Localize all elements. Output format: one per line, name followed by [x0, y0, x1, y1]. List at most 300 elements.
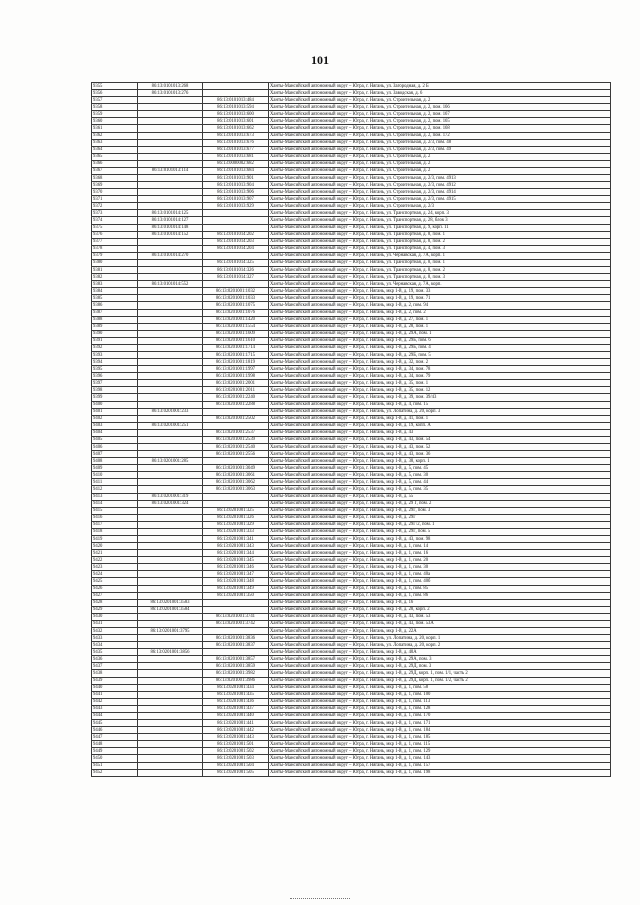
land-parcel-cadastral-number-cell: 86:13:0201001:3795 — [138, 628, 203, 635]
address-cell: Ханты-Мансийский автономный округ – Югра, г. Нягань, ул. Строительная, д. 2/3, пом. 49 — [269, 146, 611, 153]
land-parcel-cadastral-number-cell: 86:13:0101014:125 — [138, 210, 203, 217]
row-number-cell: 9399 — [92, 394, 138, 401]
register-table — [91, 82, 611, 777]
row-number-cell: 9391 — [92, 337, 138, 344]
land-parcel-cadastral-number-cell: 86:13:0201001:251 — [138, 422, 203, 429]
table-row — [92, 366, 611, 373]
object-cadastral-number-cell: 86:13:0201001:3836 — [203, 635, 269, 642]
object-cadastral-number-cell: 86:13:0201001:3049 — [203, 465, 269, 472]
row-number-cell: 9448 — [92, 741, 138, 748]
row-number-cell: 9427 — [92, 592, 138, 599]
object-cadastral-number-cell — [203, 599, 269, 606]
row-number-cell: 9423 — [92, 564, 138, 571]
row-number-cell: 9450 — [92, 755, 138, 762]
address-cell: Ханты-Мансийский автономный округ – Югра, г. Нягань, мкр 1-й, д. 34, пом. 78 — [269, 366, 611, 373]
row-number-cell: 9378 — [92, 245, 138, 252]
land-parcel-cadastral-number-cell — [138, 712, 203, 719]
address-cell: Ханты-Мансийский автономный округ – Югра, г. Нягань, ул. Транспортная, д. 8, пом. 3 — [269, 274, 611, 281]
land-parcel-cadastral-number-cell — [138, 536, 203, 543]
address-cell: Ханты-Мансийский автономный округ – Югра, г. Нягань, мкр 1-й, д. 43, пом. 98 — [269, 536, 611, 543]
row-number-cell: 9388 — [92, 316, 138, 323]
land-parcel-cadastral-number-cell — [138, 613, 203, 620]
land-parcel-cadastral-number-cell — [138, 486, 203, 493]
land-parcel-cadastral-number-cell — [138, 288, 203, 295]
object-cadastral-number-cell: 86:13:0101014:203 — [203, 238, 269, 245]
table-row — [92, 741, 611, 748]
address-cell: Ханты-Мансийский автономный округ – Югра, г. Нягань, мкр 1-й, д. 2, пом. 2 — [269, 309, 611, 316]
table-row — [92, 613, 611, 620]
address-cell: Ханты-Мансийский автономный округ – Югра, г. Нягань, мкр 1-й, д. 1, пом. 58 — [269, 684, 611, 691]
object-cadastral-number-cell: 86:13:0201001:325 — [203, 507, 269, 514]
table-row — [92, 160, 611, 167]
address-cell: Ханты-Мансийский автономный округ – Югра, г. Нягань, мкр 1-й, д. 28, корп. 2 — [269, 606, 611, 613]
row-number-cell: 9430 — [92, 613, 138, 620]
address-cell: Ханты-Мансийский автономный округ – Югра, г. Нягань, мкр 1-й, д. 1, пом. 128 — [269, 705, 611, 712]
table-row — [92, 267, 611, 274]
row-number-cell: 9376 — [92, 231, 138, 238]
object-cadastral-number-cell: 86:13:0201001:2540 — [203, 443, 269, 450]
object-cadastral-number-cell: 86:13:0201001:504 — [203, 762, 269, 769]
address-cell: Ханты-Мансийский автономный округ – Югра, г. Нягань, мкр 1-й, д. 43, пом. 36 — [269, 451, 611, 458]
row-number-cell: 9385 — [92, 295, 138, 302]
row-number-cell: 9394 — [92, 359, 138, 366]
object-cadastral-number-cell: 86:13:0201001:1032 — [203, 288, 269, 295]
table-row — [92, 620, 611, 627]
object-cadastral-number-cell: 86:13:0201001:1997 — [203, 366, 269, 373]
table-row — [92, 401, 611, 408]
object-cadastral-number-cell: 86:13:0101013:662 — [203, 125, 269, 132]
land-parcel-cadastral-number-cell — [138, 564, 203, 571]
object-cadastral-number-cell: 86:13:0201001:441 — [203, 720, 269, 727]
row-number-cell: 9390 — [92, 330, 138, 337]
land-parcel-cadastral-number-cell: 86:13:0201001:285 — [138, 458, 203, 465]
object-cadastral-number-cell — [203, 649, 269, 656]
land-parcel-cadastral-number-cell — [138, 443, 203, 450]
table-row — [92, 720, 611, 727]
row-number-cell: 9431 — [92, 620, 138, 627]
object-cadastral-number-cell: 86:13:0201001:3063 — [203, 486, 269, 493]
object-cadastral-number-cell: 86:13:0201001:2288 — [203, 401, 269, 408]
object-cadastral-number-cell — [203, 90, 269, 97]
object-cadastral-number-cell: 86:13:0201001:3857 — [203, 656, 269, 663]
land-parcel-cadastral-number-cell — [138, 104, 203, 111]
object-cadastral-number-cell: 86:13:0201001:345 — [203, 557, 269, 564]
address-cell: Ханты-Мансийский автономный округ – Югра, г. Нягань, ул. Строительная, д. 2 — [269, 97, 611, 104]
address-cell: Ханты-Мансийский автономный округ – Югра, г. Нягань, ул. Строительная, д. 2 — [269, 153, 611, 160]
address-cell: Ханты-Мансийский автономный округ – Югра, г. Нягань, мкр 1-й, д. 38, корп. 1 — [269, 458, 611, 465]
row-number-cell: 9402 — [92, 415, 138, 422]
object-cadastral-number-cell: 86:13:0201001:329 — [203, 521, 269, 528]
land-parcel-cadastral-number-cell — [138, 182, 203, 189]
table-row — [92, 281, 611, 288]
object-cadastral-number-cell: 86:13:0101013:907 — [203, 196, 269, 203]
object-cadastral-number-cell — [203, 252, 269, 259]
table-row — [92, 762, 611, 769]
row-number-cell: 9441 — [92, 691, 138, 698]
object-cadastral-number-cell: 86:13:0201001:348 — [203, 578, 269, 585]
address-cell: Ханты-Мансийский автономный округ – Югра, г. Нягань, ул. Строительная, д. 2, пом. 165 — [269, 118, 611, 125]
row-number-cell: 9447 — [92, 734, 138, 741]
land-parcel-cadastral-number-cell — [138, 203, 203, 210]
object-cadastral-number-cell: 86:13:0201001:2011 — [203, 387, 269, 394]
address-cell: Ханты-Мансийский автономный округ – Югра, г. Нягань, мкр 1-й, д. 43, пом. 52 — [269, 443, 611, 450]
land-parcel-cadastral-number-cell — [138, 139, 203, 146]
object-cadastral-number-cell: 86:13:0201001:440 — [203, 712, 269, 719]
object-cadastral-number-cell: 86:13:0201001:1033 — [203, 295, 269, 302]
land-parcel-cadastral-number-cell — [138, 146, 203, 153]
address-cell: Ханты-Мансийский автономный округ – Югра, г. Нягань, ул. Строительная, д. 2 — [269, 160, 611, 167]
table-row — [92, 323, 611, 330]
address-cell: Ханты-Мансийский автономный округ – Югра, г. Нягань, мкр 1-й, д. 1, пом. 20 — [269, 557, 611, 564]
object-cadastral-number-cell: 86:13:0201001:326 — [203, 514, 269, 521]
table-row — [92, 592, 611, 599]
table-row — [92, 344, 611, 351]
address-cell: Ханты-Мансийский автономный округ – Югра, г. Нягань, мкр 1-й, д. 1, пом. 30 — [269, 564, 611, 571]
address-cell: Ханты-Мансийский автономный округ – Югра, г. Нягань, мкр 1-й, д. 22А — [269, 628, 611, 635]
row-number-cell: 9382 — [92, 274, 138, 281]
address-cell: Ханты-Мансийский автономный округ – Югра, г. Нягань, ул. Транспортная, д. 9, корп. 11 — [269, 224, 611, 231]
object-cadastral-number-cell: 86:13:0201001:2556 — [203, 451, 269, 458]
object-cadastral-number-cell: 86:13:0201001:2537 — [203, 429, 269, 436]
row-number-cell: 9429 — [92, 606, 138, 613]
row-number-cell: 9401 — [92, 408, 138, 415]
land-parcel-cadastral-number-cell: 86:13:0201001:3583 — [138, 599, 203, 606]
address-cell: Ханты-Мансийский автономный округ – Югра, г. Нягань, ул. Транспортная, д. 28, блок 3 — [269, 217, 611, 224]
row-number-cell: 9418 — [92, 528, 138, 535]
address-cell: Ханты-Мансийский автономный округ – Югра, г. Нягань, мкр 1-й, д. 39, пом. 39/43 — [269, 394, 611, 401]
table-row — [92, 309, 611, 316]
land-parcel-cadastral-number-cell — [138, 656, 203, 663]
row-number-cell: 9384 — [92, 288, 138, 295]
address-cell: Ханты-Мансийский автономный округ – Югра, г. Нягань, мкр 1-й, д. 29Д, корп. 1, пом. 1/1, часть 2 — [269, 670, 611, 677]
table-row — [92, 252, 611, 259]
land-parcel-cadastral-number-cell — [138, 160, 203, 167]
object-cadastral-number-cell — [203, 606, 269, 613]
object-cadastral-number-cell: 86:13:0201001:350 — [203, 592, 269, 599]
table-row — [92, 486, 611, 493]
table-row — [92, 224, 611, 231]
row-number-cell: 9375 — [92, 224, 138, 231]
row-number-cell: 9436 — [92, 656, 138, 663]
table-row — [92, 677, 611, 684]
address-cell: Ханты-Мансийский автономный округ – Югра, г. Нягань, мкр 1-й, д. 1, пом. 198 — [269, 769, 611, 776]
address-cell: Ханты-Мансийский автономный округ – Югра, г. Нягань, мкр 1-й, д. 16 — [269, 599, 611, 606]
land-parcel-cadastral-number-cell — [138, 571, 203, 578]
land-parcel-cadastral-number-cell — [138, 196, 203, 203]
object-cadastral-number-cell: 86:13:0201001:503 — [203, 755, 269, 762]
object-cadastral-number-cell: 86:13:0201001:341 — [203, 536, 269, 543]
address-cell: Ханты-Мансийский автономный округ – Югра, г. Нягань, ул. Строительная, д. 2/3, пом. 4915 — [269, 196, 611, 203]
row-number-cell: 9362 — [92, 132, 138, 139]
land-parcel-cadastral-number-cell — [138, 436, 203, 443]
object-cadastral-number-cell — [203, 83, 269, 90]
row-number-cell: 9439 — [92, 677, 138, 684]
object-cadastral-number-cell: 86:13:0201001:3982 — [203, 670, 269, 677]
row-number-cell: 9367 — [92, 167, 138, 174]
object-cadastral-number-cell: 86:13:0201001:442 — [203, 727, 269, 734]
table-row — [92, 451, 611, 458]
table-row — [92, 705, 611, 712]
table-row — [92, 649, 611, 656]
row-number-cell: 9412 — [92, 486, 138, 493]
object-cadastral-number-cell: 86:13:0201001:1554 — [203, 323, 269, 330]
table-row — [92, 373, 611, 380]
table-row — [92, 189, 611, 196]
land-parcel-cadastral-number-cell — [138, 189, 203, 196]
object-cadastral-number-cell: 86:13:0201001:2539 — [203, 436, 269, 443]
object-cadastral-number-cell: 86:13:0000002:682 — [203, 160, 269, 167]
table-row — [92, 302, 611, 309]
row-number-cell: 9372 — [92, 203, 138, 210]
object-cadastral-number-cell — [203, 628, 269, 635]
land-parcel-cadastral-number-cell — [138, 132, 203, 139]
address-cell: Ханты-Мансийский автономный округ – Югра, г. Нягань, мкр 1-й, д. 19, копп. А — [269, 422, 611, 429]
table-row — [92, 359, 611, 366]
table-row — [92, 351, 611, 358]
row-number-cell: 9452 — [92, 769, 138, 776]
land-parcel-cadastral-number-cell — [138, 295, 203, 302]
land-parcel-cadastral-number-cell: 86:13:0101014:552 — [138, 281, 203, 288]
row-number-cell: 9449 — [92, 748, 138, 755]
row-number-cell: 9410 — [92, 472, 138, 479]
row-number-cell: 9437 — [92, 663, 138, 670]
address-cell: Ханты-Мансийский автономный округ – Югра, г. Нягань, ул. Строительная, д. 2/3, пом. 4913 — [269, 175, 611, 182]
table-row — [92, 330, 611, 337]
address-cell: Ханты-Мансийский автономный округ – Югра, г. Нягань, мкр 1-й, д. 34, пом. 79 — [269, 373, 611, 380]
address-cell: Ханты-Мансийский автономный округ – Югра, г. Нягань, мкр 1-й, д. 1, пом. 40б — [269, 578, 611, 585]
object-cadastral-number-cell: 86:13:0201001:349 — [203, 585, 269, 592]
land-parcel-cadastral-number-cell — [138, 677, 203, 684]
address-cell: Ханты-Мансийский автономный округ – Югра, г. Нягань, мкр 1-й, д. 5, пом. 45 — [269, 465, 611, 472]
land-parcel-cadastral-number-cell — [138, 153, 203, 160]
land-parcel-cadastral-number-cell — [138, 316, 203, 323]
row-number-cell: 9425 — [92, 578, 138, 585]
object-cadastral-number-cell — [203, 210, 269, 217]
row-number-cell: 9414 — [92, 500, 138, 507]
land-parcel-cadastral-number-cell — [138, 373, 203, 380]
table-row — [92, 429, 611, 436]
table-row — [92, 153, 611, 160]
land-parcel-cadastral-number-cell — [138, 635, 203, 642]
row-number-cell: 9396 — [92, 373, 138, 380]
table-row — [92, 536, 611, 543]
row-number-cell: 9380 — [92, 259, 138, 266]
address-cell: Ханты-Мансийский автономный округ – Югра, г. Нягань, ул. Лопатина, д. 20, корп. 1 — [269, 635, 611, 642]
address-cell: Ханты-Мансийский автономный округ – Югра, г. Нягань, мкр 1-й, д. 29Г — [269, 514, 611, 521]
row-number-cell: 9379 — [92, 252, 138, 259]
table-row — [92, 663, 611, 670]
address-cell: Ханты-Мансийский автономный округ – Югра, г. Нягань, мкр 1-й, д. 29Г/2, пом. 1 — [269, 521, 611, 528]
object-cadastral-number-cell: 86:13:0201001:1420 — [203, 316, 269, 323]
land-parcel-cadastral-number-cell — [138, 514, 203, 521]
land-parcel-cadastral-number-cell: 86:13:0201001:233 — [138, 408, 203, 415]
land-parcel-cadastral-number-cell — [138, 663, 203, 670]
address-cell: Ханты-Мансийский автономный округ – Югра, г. Нягань, мкр 1-й, д. 4, пом. 15 — [269, 401, 611, 408]
row-number-cell: 9443 — [92, 705, 138, 712]
table-row — [92, 493, 611, 500]
address-cell: Ханты-Мансийский автономный округ – Югра, г. Нягань, ул. Лопатина, д. 20, корп. 3 — [269, 408, 611, 415]
land-parcel-cadastral-number-cell — [138, 557, 203, 564]
address-cell: Ханты-Мансийский автономный округ – Югра, г. Нягань, мкр 1-й, д. 43, пом. 53А — [269, 620, 611, 627]
land-parcel-cadastral-number-cell: 86:13:0201001:3584 — [138, 606, 203, 613]
table-row — [92, 104, 611, 111]
row-number-cell: 9416 — [92, 514, 138, 521]
table-row — [92, 500, 611, 507]
object-cadastral-number-cell: 86:13:0101013:676 — [203, 139, 269, 146]
table-row — [92, 599, 611, 606]
object-cadastral-number-cell — [203, 422, 269, 429]
address-cell: Ханты-Мансийский автономный округ – Югра, г. Нягань, мкр 1-й, д. 28, пом. 1 — [269, 323, 611, 330]
row-number-cell: 9356 — [92, 90, 138, 97]
land-parcel-cadastral-number-cell: 86:13:0101013:114 — [138, 167, 203, 174]
object-cadastral-number-cell: 86:13:0201001:1609 — [203, 330, 269, 337]
object-cadastral-number-cell: 86:13:0201001:343 — [203, 543, 269, 550]
table-row — [92, 90, 611, 97]
row-number-cell: 9365 — [92, 153, 138, 160]
land-parcel-cadastral-number-cell — [138, 380, 203, 387]
row-number-cell: 9377 — [92, 238, 138, 245]
row-number-cell: 9421 — [92, 550, 138, 557]
row-number-cell: 9444 — [92, 712, 138, 719]
row-number-cell: 9364 — [92, 146, 138, 153]
row-number-cell: 9371 — [92, 196, 138, 203]
table-row — [92, 698, 611, 705]
table-row — [92, 146, 611, 153]
land-parcel-cadastral-number-cell — [138, 323, 203, 330]
row-number-cell: 9411 — [92, 479, 138, 486]
land-parcel-cadastral-number-cell — [138, 592, 203, 599]
land-parcel-cadastral-number-cell — [138, 642, 203, 649]
table-row — [92, 734, 611, 741]
land-parcel-cadastral-number-cell: 86:13:0101014:148 — [138, 224, 203, 231]
address-cell: Ханты-Мансийский автономный округ – Югра, г. Нягань, мкр 1-й, д. 29Д, пом. 3 — [269, 663, 611, 670]
object-cadastral-number-cell: 86:13:0201001:1075 — [203, 302, 269, 309]
object-cadastral-number-cell: 86:13:0101014:204 — [203, 245, 269, 252]
table-row — [92, 288, 611, 295]
object-cadastral-number-cell: 86:13:0101013:601 — [203, 118, 269, 125]
object-cadastral-number-cell — [203, 224, 269, 231]
land-parcel-cadastral-number-cell — [138, 507, 203, 514]
table-row — [92, 465, 611, 472]
land-parcel-cadastral-number-cell — [138, 727, 203, 734]
address-cell: Ханты-Мансийский автономный округ – Югра, г. Нягань, мкр 1-й, д. 29Д, корп. 1, пом. 1/2, часть 2 — [269, 677, 611, 684]
table-row — [92, 571, 611, 578]
object-cadastral-number-cell: 86:13:0101013:929 — [203, 203, 269, 210]
land-parcel-cadastral-number-cell — [138, 720, 203, 727]
land-parcel-cadastral-number-cell — [138, 238, 203, 245]
address-cell: Ханты-Мансийский автономный округ – Югра, г. Нягань, ул. Загородная, д. 2 Б — [269, 83, 611, 90]
object-cadastral-number-cell: 86:13:0201001:3986 — [203, 677, 269, 684]
table-row — [92, 337, 611, 344]
land-parcel-cadastral-number-cell — [138, 741, 203, 748]
address-cell: Ханты-Мансийский автономный округ – Югра, г. Нягань, мкр 1-й, д. 41, пом. 1 — [269, 415, 611, 422]
land-parcel-cadastral-number-cell — [138, 387, 203, 394]
row-number-cell: 9397 — [92, 380, 138, 387]
object-cadastral-number-cell: 86:13:0101013:484 — [203, 97, 269, 104]
land-parcel-cadastral-number-cell — [138, 125, 203, 132]
row-number-cell: 9446 — [92, 727, 138, 734]
land-parcel-cadastral-number-cell — [138, 344, 203, 351]
land-parcel-cadastral-number-cell: 86:13:0101014:270 — [138, 252, 203, 259]
table-row — [92, 628, 611, 635]
address-cell: Ханты-Мансийский автономный округ – Югра, г. Нягань, ул. Строительная, д. 2/3 — [269, 203, 611, 210]
row-number-cell: 9355 — [92, 83, 138, 90]
row-number-cell: 9426 — [92, 585, 138, 592]
land-parcel-cadastral-number-cell — [138, 111, 203, 118]
land-parcel-cadastral-number-cell — [138, 351, 203, 358]
address-cell: Ханты-Мансийский автономный округ – Югра, г. Нягань, мкр 1-й, д. 1, пом. 85 — [269, 585, 611, 592]
object-cadastral-number-cell: 86:13:0101013:600 — [203, 111, 269, 118]
row-number-cell: 9451 — [92, 762, 138, 769]
address-cell: Ханты-Мансийский автономный округ – Югра, г. Нягань, ул. Заводская, д. 6 — [269, 90, 611, 97]
land-parcel-cadastral-number-cell: 86:13:0201001:3856 — [138, 649, 203, 656]
row-number-cell: 9370 — [92, 189, 138, 196]
object-cadastral-number-cell: 86:13:0101014:325 — [203, 259, 269, 266]
scan-mark — [290, 898, 350, 901]
land-parcel-cadastral-number-cell — [138, 550, 203, 557]
row-number-cell: 9374 — [92, 217, 138, 224]
land-parcel-cadastral-number-cell — [138, 394, 203, 401]
table-row — [92, 585, 611, 592]
object-cadastral-number-cell: 86:13:0101014:202 — [203, 231, 269, 238]
address-cell: Ханты-Мансийский автономный округ – Югра, г. Нягань, мкр 1-й, д. 43, пом. 54 — [269, 436, 611, 443]
row-number-cell: 9434 — [92, 642, 138, 649]
address-cell: Ханты-Мансийский автономный округ – Югра, г. Нягань, ул. Строительная, д. 2/3, пом. 4914 — [269, 189, 611, 196]
row-number-cell: 9393 — [92, 351, 138, 358]
address-cell: Ханты-Мансийский автономный округ – Югра, г. Нягань, мкр 1-й, д. 29А, пом. 3 — [269, 656, 611, 663]
row-number-cell: 9398 — [92, 387, 138, 394]
address-cell: Ханты-Мансийский автономный округ – Югра, г. Нягань, мкр 1-й, д. 29Б, пом. 6 — [269, 337, 611, 344]
table-row — [92, 231, 611, 238]
table-row — [92, 727, 611, 734]
address-cell: Ханты-Мансийский автономный округ – Югра, г. Нягань, ул. Строительная, д. 2/3, пом. 48 — [269, 139, 611, 146]
row-number-cell: 9407 — [92, 451, 138, 458]
land-parcel-cadastral-number-cell: 86:13:0101014:152 — [138, 231, 203, 238]
row-number-cell: 9424 — [92, 571, 138, 578]
object-cadastral-number-cell: 86:13:0101013:906 — [203, 189, 269, 196]
land-parcel-cadastral-number-cell — [138, 401, 203, 408]
address-cell: Ханты-Мансийский автономный округ – Югра, г. Нягань, мкр 1-й, д. 1, пом. 113 — [269, 698, 611, 705]
row-number-cell: 9417 — [92, 521, 138, 528]
object-cadastral-number-cell: 86:13:0101013:677 — [203, 146, 269, 153]
land-parcel-cadastral-number-cell — [138, 528, 203, 535]
table-row — [92, 472, 611, 479]
row-number-cell: 9357 — [92, 97, 138, 104]
object-cadastral-number-cell — [203, 500, 269, 507]
address-cell: Ханты-Мансийский автономный округ – Югра, г. Нягань, мкр 1-й, д. 29 Г, пом. 2 — [269, 500, 611, 507]
object-cadastral-number-cell: 86:13:0201001:505 — [203, 769, 269, 776]
object-cadastral-number-cell: 86:13:0101013:681 — [203, 153, 269, 160]
land-parcel-cadastral-number-cell — [138, 429, 203, 436]
address-cell: Ханты-Мансийский автономный округ – Югра, г. Нягань, мкр 1-й, д. 2, пом. 94 — [269, 302, 611, 309]
address-cell: Ханты-Мансийский автономный округ – Югра, г. Нягань, мкр 1-й, д. 35, пом. 1 — [269, 380, 611, 387]
table-row — [92, 550, 611, 557]
object-cadastral-number-cell: 86:13:0201001:1998 — [203, 373, 269, 380]
table-row — [92, 203, 611, 210]
table-row — [92, 210, 611, 217]
table-row — [92, 755, 611, 762]
row-number-cell: 9432 — [92, 628, 138, 635]
table-row — [92, 175, 611, 182]
object-cadastral-number-cell: 86:13:0201001:333 — [203, 528, 269, 535]
address-cell: Ханты-Мансийский автономный округ – Югра, г. Нягань, мкр 1-й, д. 1, пом. 100 — [269, 691, 611, 698]
object-cadastral-number-cell: 86:13:0201001:443 — [203, 734, 269, 741]
land-parcel-cadastral-number-cell: 86:13:0101013:276 — [138, 90, 203, 97]
object-cadastral-number-cell: 86:13:0201001:435 — [203, 691, 269, 698]
table-row — [92, 422, 611, 429]
row-number-cell: 9400 — [92, 401, 138, 408]
address-cell: Ханты-Мансийский автономный округ – Югра, г. Нягань, ул. Строительная, д. 2, пом. 172 — [269, 132, 611, 139]
